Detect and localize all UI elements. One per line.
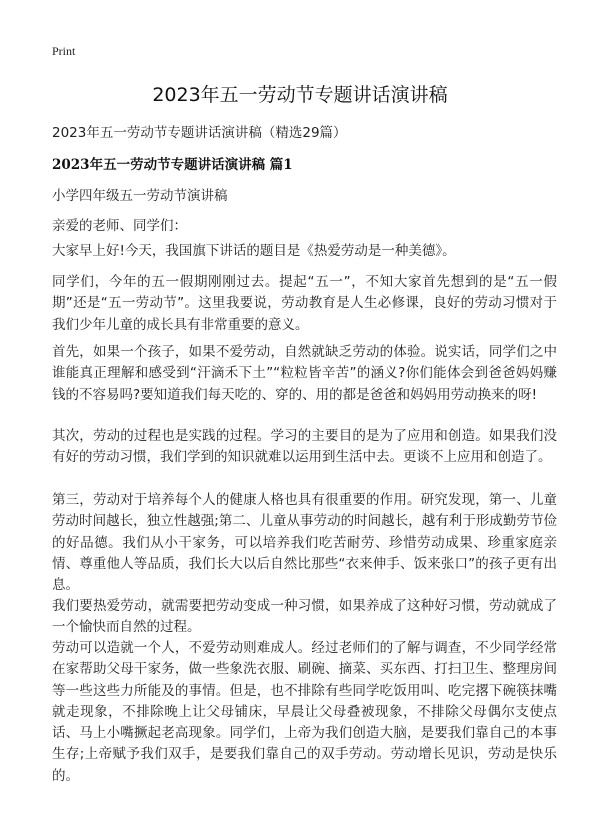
speech-title: 小学四年级五一劳动节演讲稿 (52, 188, 228, 204)
paragraph-1: 大家早上好!今天，我国旗下讲话的题目是《热爱劳动是一种美德》。 (52, 243, 456, 259)
paragraph-5: 第三，劳动对于培养每个人的健康人格也具有很重要的作用。研究发现，第一、儿童劳动时间越长，独立性越强;第二、儿童从事劳动的时间越长，越有利于形成勤劳节俭的好品德。我们从小干家务，可以培养我们吃苦耐劳、珍惜劳动成果、珍重家庭亲情、尊重他人等品质，我们长大以后自然比那些“衣来伸手、饭来张口”的孩子更有出息。 (52, 492, 557, 594)
section-heading: 2023年五一劳动节专题讲话演讲稿 篇1 (52, 157, 293, 173)
paragraph-7: 劳动可以造就一个人，不爱劳动则难成人。经过老师们的了解与调查，不少同学经常在家帮助父母干家务，做一些象洗衣服、刷碗、摘菜、买东西、打扫卫生、整理房间等一些这些力所能及的事情。但是，也不排除有些同学吃饭用叫、吃完撂下碗筷抹嘴就走现象，不排除晚上让父母铺床，早晨让父母叠被现象，不排除父母偶尔支使点话、马上小嘴撅起老高现象。同学们，上帝为我们创造大脑，是要我们靠自己的本事生存;上帝赋予我们双手，是要我们靠自己的双手劳动。劳动增长见识，劳动是快乐的。 (52, 640, 557, 784)
print-link[interactable]: Print (52, 44, 76, 58)
document-title: 2023年五一劳动节专题讲话演讲稿 (152, 84, 448, 106)
paragraph-4: 其次，劳动的过程也是实践的过程。学习的主要目的是为了应用和创造。如果我们没有好的劳动习惯，我们学到的知识就难以运用到生活中去。更谈不上应用和创造了。 (52, 428, 557, 466)
paragraph-3: 首先，如果一个孩子，如果不爱劳动，自然就缺乏劳动的体验。说实话，同学们之中谁能真正理解和感受到“汗滴禾下土”“粒粒皆辛苦”的涵义?你们能体会到爸爸妈妈赚钱的不容易吗?要知道我们每天吃的、穿的、用的都是爸爸和妈妈用劳动换来的呀! (52, 344, 557, 403)
paragraph-2: 同学们，今年的五一假期刚刚过去。提起“五一”，不知大家首先想到的是“五一假期”还是“五一劳动节”。这里我要说，劳动教育是人生必修课，良好的劳动习惯对于我们少年儿童的成长具有非常重要的意义。 (52, 274, 557, 333)
greeting-line: 亲爱的老师、同学们： (52, 218, 187, 234)
document-subtitle: 2023年五一劳动节专题讲话演讲稿（精选29篇） (52, 125, 347, 141)
paragraph-6: 我们要热爱劳动，就需要把劳动变成一种习惯，如果养成了这种好习惯，劳动就成了一个愉快而自然的过程。 (52, 598, 557, 636)
